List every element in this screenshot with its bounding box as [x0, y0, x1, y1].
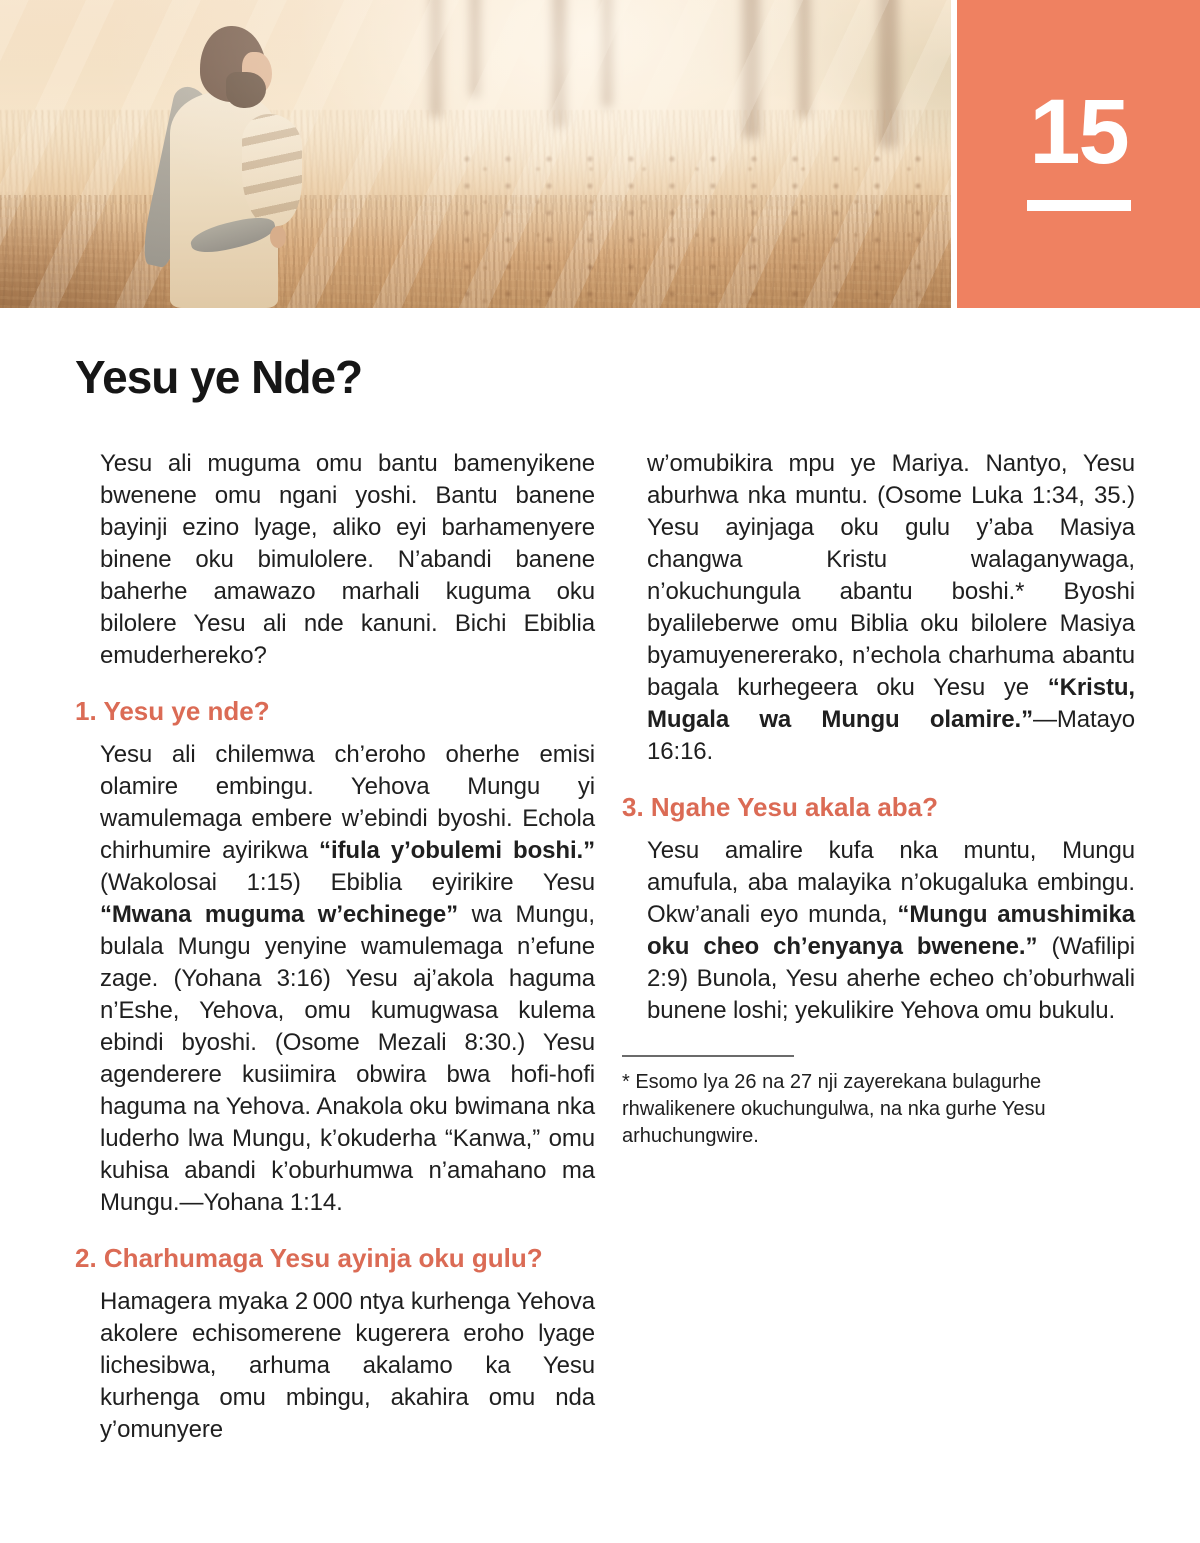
- column-left: [75, 448, 595, 1468]
- person-beard: [226, 72, 266, 108]
- hero-section: [0, 0, 1200, 308]
- section-3-paragraph: Yesu amalire kufa nka muntu, Mungu amufula, aba malayika n’okugaluka embingu. Okw’anali eyo munda, “Mungu amushimika oku cheo ch’enyanya bwenene.” (Wafilipi 2:9) Bunola, Yesu aherhe echeo ch’oburhwali bunene loshi; yekulikire Yehova omu bukulu.: [647, 837, 1135, 1024]
- photo-light-rays: [0, 0, 951, 308]
- section-3-heading: 3. Ngahe Yesu akala aba?: [622, 792, 939, 822]
- footnote: [622, 1055, 1135, 1150]
- section-2-paragraph-part1: Hamagera myaka 2 000 ntya kurhenga Yehova akolere echisomerene kugerera eroho lyage lichesibwa, arhuma akalamo ka Yesu kurhenga omu mbingu, akahira omu nda y’omunyere: [100, 1288, 595, 1443]
- section-1-heading: 1. Yesu ye nde?: [75, 696, 270, 726]
- lesson-number-badge: [957, 0, 1200, 308]
- lesson-number-underline: [1027, 200, 1131, 211]
- lesson-number: 15: [1029, 81, 1128, 183]
- intro-paragraph: Yesu ali muguma omu bantu bamenyikene bwenene omu ngani yoshi. Bantu banene bayinji ezino lyage, aliko eyi barhamenyere binene oku bimulolere. N’abandi banene baherhe amawazo marhali kuguma oku bilolere Yesu ali nde kanuni. Bichi Ebiblia emuderhereko?: [100, 450, 595, 669]
- photo-grass-texture: [0, 195, 951, 308]
- photo-tree-trunk: [798, 0, 810, 118]
- photo-tree-trunk: [878, 0, 898, 148]
- footnote-rule: [622, 1055, 794, 1057]
- hero-photo: [0, 0, 951, 308]
- photo-tree-trunk: [552, 0, 566, 128]
- person-sash-wrap: [188, 212, 278, 258]
- footnote-text: * Esomo lya 26 na 27 nji zayerekana bulagurhe rhwalikenere okuchungulwa, na nka gurhe Yesu arhuchungwire.: [622, 1071, 1046, 1147]
- person-hair: [200, 26, 266, 102]
- column-right: [622, 448, 1135, 1468]
- section-2-paragraph-part2: w’omubikira mpu ye Mariya. Nantyo, Yesu aburhwa nka muntu. (Osome Luka 1:34, 35.) Yesu ayinjaga oku gulu y’aba Masiya changwa Kristu walaganywaga, n’okuchungula abantu boshi.* Byoshi byalileberwe omu Biblia oku bilolere Masiya byamuyenererako, n’echola charhuma abantu bagala kurhegeera oku Yesu ye “Kristu, Mugala wa Mungu olamire.”—Matayo 16:16.: [647, 450, 1135, 765]
- person-face: [242, 52, 272, 94]
- photo-tree-trunk: [430, 0, 442, 118]
- section-1-paragraph: Yesu ali chilemwa ch’eroho oherhe emisi olamire embingu. Yehova Mungu yi wamulemaga embere w’ebindi byoshi. Echola chirhumire ayirikwa “ifula y’obulemi boshi.” (Wakolosai 1:15) Ebiblia eyirikire Yesu “Mwana muguma w’echinege” wa Mungu, bulala Mungu yenyine wamulemaga n’efune zage. (Yohana 3:16) Yesu aj’akola haguma n’Eshe, Yehova, omu kumugwasa kulema ebindi byoshi. (Osome Mezali 8:30.) Yesu agenderere kusiimira obwira bwa hofi-hofi haguma na Yehova. Anakola oku bwimana nka luderho lwa Mungu, k’okuderha “Kanwa,” omu kuhisa abandi k’oburhumwa n’amahano ma Mungu.—Yohana 1:14.: [100, 741, 595, 1216]
- person-sleeve: [242, 114, 302, 226]
- article-body: [75, 448, 1135, 1468]
- person-figure: [168, 26, 292, 308]
- person-sash: [139, 84, 212, 270]
- person-hand: [270, 226, 286, 248]
- photo-seed-heads: [456, 150, 951, 308]
- photo-tree-trunk: [470, 0, 480, 98]
- section-2-heading: 2. Charhumaga Yesu ayinja oku gulu?: [75, 1243, 543, 1273]
- page-title: Yesu ye Nde?: [75, 351, 363, 403]
- photo-tree-trunk: [602, 0, 612, 108]
- photo-grass-texture: [0, 110, 951, 210]
- person-robe: [170, 92, 278, 308]
- photo-tree-trunk: [742, 0, 760, 138]
